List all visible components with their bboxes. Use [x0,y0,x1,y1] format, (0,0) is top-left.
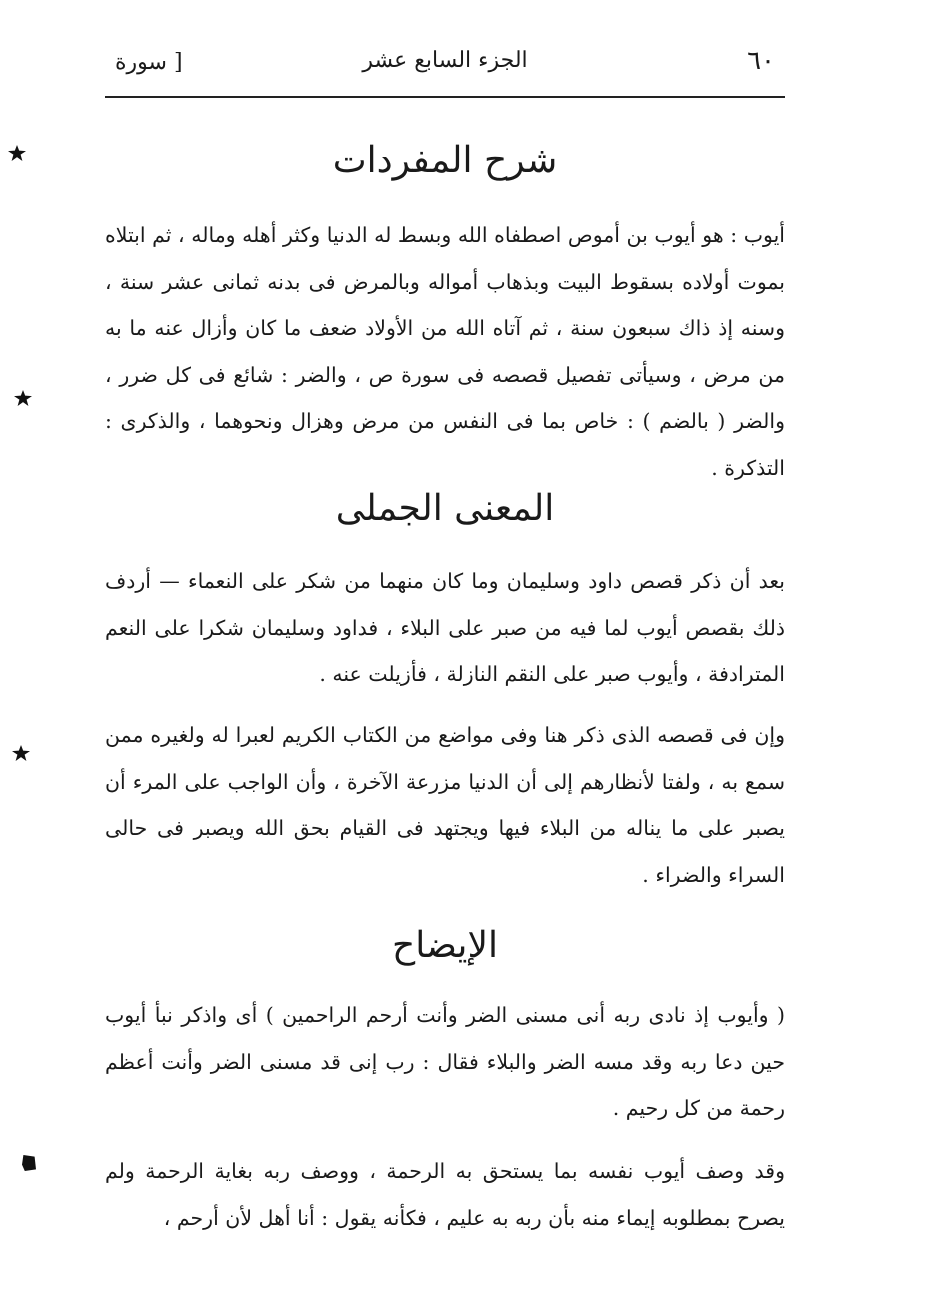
section-heading-general-meaning: المعنى الجملى [335,488,555,529]
margin-star-mark [12,745,30,761]
margin-star-mark [8,145,26,161]
margin-square-mark [22,1155,36,1171]
paragraph-explanation-2: وقد وصف أيوب نفسه بما يستحق به الرحمة ، ووصف ربه بغاية الرحمة ولم يصرح بمطلوبه إيماء منه بأن ربه به عليم ، فكأنه يقول : أنا أهل لأن أرحم ، [105,1159,785,1230]
page-header [105,40,785,96]
header-rule [105,96,785,98]
paragraph-vocabulary: أيوب : هو أيوب بن أموص اصطفاه الله وبسط له الدنيا وكثر أهله وماله ، ثم ابتلاه بموت أولاده بسقوط البيت وبذهاب أمواله وبالمرض فى بدنه ثمانى عشر سنة ، وسنه إذ ذاك سبعون سنة ، ثم آتاه الله من الأولاد ضعف ما كان وأزال عنه ما به من مرض ، وسيأتى تفصيل قصصه فى سورة ص ، والضر : شائع فى كل ضرر ، والضر ( بالضم ) : خاص بما فى النفس من مرض وهزال ونحوهما ، والذكرى : التذكرة . [105,223,785,480]
margin-star-mark [14,390,32,406]
section-heading-vocabulary: شرح المفردات [332,140,558,181]
paragraph-general-meaning-1: بعد أن ذكر قصص داود وسليمان وما كان منهما من شكر على النعماء — أردف ذلك بقصص أيوب لما فيه من صبر على البلاء ، فداود وسليمان شكرا على النعم المترادفة ، وأيوب صبر على النقم النازلة ، فأزيلت عنه . [105,569,785,686]
page-number: ٦٠ [747,46,775,76]
paragraph-explanation-1: ( وأيوب إذ نادى ربه أنى مسنى الضر وأنت أرحم الراحمين ) أى واذكر نبأ أيوب حين دعا ربه وقد مسه الضر والبلاء فقال : رب إنى قد مسنى الضر وأنت أعظم رحمة من كل رحيم . [105,1003,785,1120]
section-heading-explanation: الإيضاح [392,925,498,966]
surah-label: [ سورة [115,50,183,75]
paragraph-general-meaning-2: وإن فى قصصه الذى ذكر هنا وفى مواضع من الكتاب الكريم لعبرا له ولغيره ممن سمع به ، ولفتا لأنظارهم إلى أن الدنيا مزرعة الآخرة ، وأن الواجب على المرء أن يصبر على ما يناله من البلاء فيها ويجتهد فى القيام بحق الله ويصبر فى حالى السراء والضراء . [105,723,785,887]
running-title: الجزء السابع عشر [362,48,528,73]
